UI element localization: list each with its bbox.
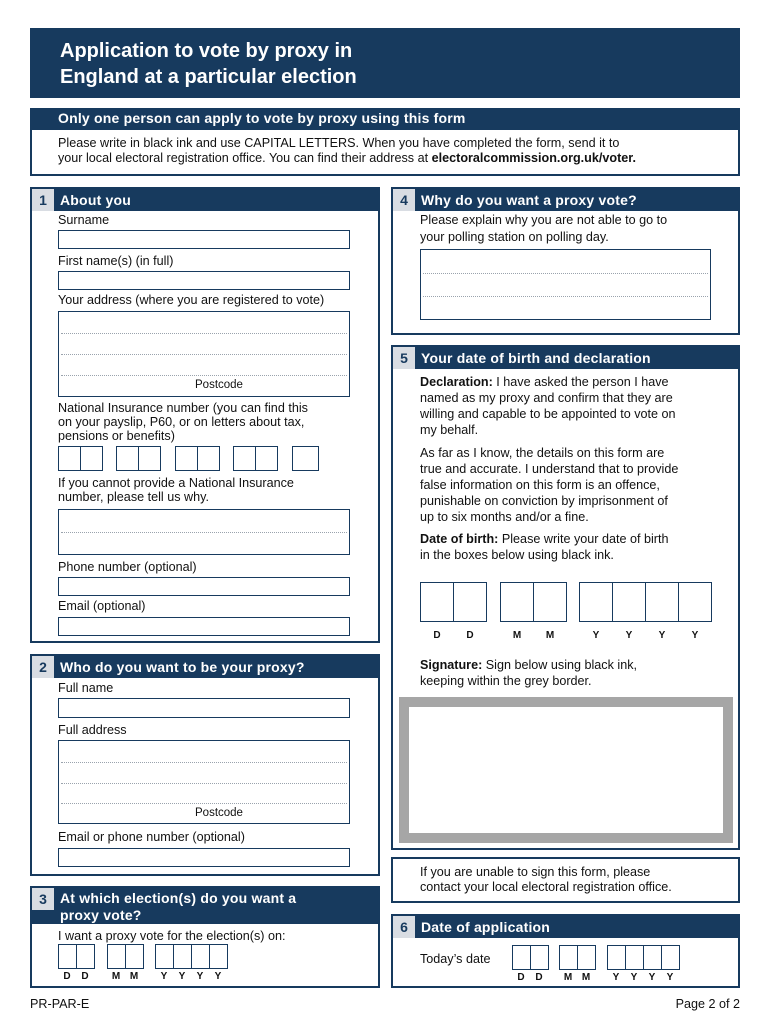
section-3-title — [60, 890, 296, 924]
email-input[interactable] — [58, 617, 350, 636]
section-6-title: Date of application — [421, 919, 551, 935]
proxy-contact-input[interactable] — [58, 848, 350, 867]
form-code: PR-PAR-E — [30, 997, 90, 1011]
intro-text-2 — [58, 151, 738, 166]
truth-line-4: punishable on conviction by imprisonment of — [420, 494, 668, 508]
section-1-header — [32, 189, 378, 211]
declaration-line-1: Declaration: I have asked the person I have — [420, 375, 669, 389]
section-2-number: 2 — [32, 656, 54, 678]
section-5-number: 5 — [393, 347, 415, 369]
no-ni-label-line-1: If you cannot provide a National Insurance — [58, 476, 294, 490]
section-2-header — [32, 656, 378, 678]
first-names-label: First name(s) (in full) — [58, 254, 174, 268]
intro-text-2-plain: your local electoral registration office. You can find their address at — [58, 151, 429, 165]
reason-label-line-1: Please explain why you are not able to go to — [420, 213, 668, 227]
section-1-number: 1 — [32, 189, 54, 211]
phone-label: Phone number (optional) — [58, 560, 197, 574]
section-3-number: 3 — [32, 888, 54, 910]
surname-label: Surname — [58, 213, 110, 227]
proxy-contact-label: Email or phone number (optional) — [58, 830, 245, 844]
signature-area[interactable] — [409, 707, 723, 833]
dob-label-line-2: in the boxes below using black ink. — [420, 548, 614, 562]
section-3-header — [32, 888, 378, 924]
title-line-2: England at a particular election — [60, 66, 357, 88]
surname-input[interactable] — [58, 230, 350, 249]
ni-label-line-3: pensions or benefits) — [58, 429, 175, 443]
declaration-line-3: willing and capable to be appointed to vote on — [420, 407, 676, 421]
intro-box — [30, 128, 740, 176]
todays-date-boxes[interactable]: D D M M Y Y Y Y — [512, 945, 684, 985]
truth-line-1: As far as I know, the details on this form are — [420, 446, 665, 460]
page-number: Page 2 of 2 — [675, 997, 740, 1011]
first-names-input[interactable] — [58, 271, 350, 290]
section-6-header — [393, 916, 738, 938]
signature-label-line-1: Signature: Sign below using black ink, — [420, 658, 637, 672]
proxy-name-input[interactable] — [58, 698, 350, 718]
section-4-title: Why do you want a proxy vote? — [421, 192, 637, 208]
ni-label-line-2: on your payslip, P60, or on letters about tax, — [58, 415, 305, 429]
no-ni-label-line-2: number, please tell us why. — [58, 490, 209, 504]
form-title — [30, 28, 740, 98]
section-2-title: Who do you want to be your proxy? — [60, 659, 305, 675]
section-1-title: About you — [60, 192, 132, 208]
proxy-address-input[interactable] — [58, 740, 350, 824]
declaration-bold: Declaration: — [420, 375, 493, 389]
ni-label-line-1: National Insurance number (you can find this — [58, 401, 308, 415]
address-label: Your address (where you are registered to vote) — [58, 293, 325, 307]
title-line-1: Application to vote by proxy in — [60, 40, 353, 62]
section-3-title-line-1: At which election(s) do you want a — [60, 890, 297, 906]
truth-line-3: false information on this form is an offence, — [420, 478, 660, 492]
email-label: Email (optional) — [58, 599, 146, 613]
signature-box[interactable] — [399, 697, 733, 843]
election-date-boxes[interactable]: D D M M Y Y Y Y — [58, 944, 230, 984]
truth-line-5: up to six months and/or a fine. — [420, 510, 589, 524]
phone-input[interactable] — [58, 577, 350, 596]
section-5-title: Your date of birth and declaration — [421, 350, 651, 366]
declaration-line-2: named as my proxy and confirm that they are — [420, 391, 673, 405]
address-postcode-label: Postcode — [195, 379, 243, 391]
proxy-name-label: Full name — [58, 681, 114, 695]
section-6-number: 6 — [393, 916, 415, 938]
intro-heading: Only one person can apply to vote by proxy using this form — [30, 108, 740, 128]
section-3-title-line-2: proxy vote? — [60, 907, 142, 923]
address-input[interactable] — [58, 311, 350, 397]
unable-to-sign-line-1: If you are unable to sign this form, please — [420, 865, 651, 879]
intro-text-1: Please write in black ink and use CAPITAL LETTERS. When you have completed the form, send it to — [58, 136, 620, 150]
declaration-line-4: my behalf. — [420, 423, 479, 437]
todays-date-label: Today’s date — [420, 952, 491, 966]
reason-input[interactable] — [420, 249, 711, 320]
section-4-header — [393, 189, 738, 211]
proxy-address-label: Full address — [58, 723, 127, 737]
dob-bold: Date of birth: — [420, 532, 499, 546]
election-date-label: I want a proxy vote for the election(s) on: — [58, 929, 286, 943]
ni-number-boxes[interactable] — [58, 446, 350, 471]
intro-link[interactable]: electoralcommission.org.uk/voter. — [431, 151, 636, 165]
signature-bold: Signature: — [420, 658, 483, 672]
no-ni-reason-input[interactable] — [58, 509, 350, 555]
proxy-postcode-label: Postcode — [195, 807, 243, 819]
reason-label-line-2: your polling station on polling day. — [420, 230, 609, 244]
section-4-number: 4 — [393, 189, 415, 211]
dob-label-line-1: Date of birth: Please write your date of birth — [420, 532, 669, 546]
truth-line-2: true and accurate. I understand that to provide — [420, 462, 679, 476]
dob-boxes[interactable]: D D M M Y Y Y Y — [420, 582, 712, 644]
unable-to-sign-line-2: contact your local electoral registration office. — [420, 880, 672, 894]
section-5-header — [393, 347, 738, 369]
signature-label-line-2: keeping within the grey border. — [420, 674, 592, 688]
